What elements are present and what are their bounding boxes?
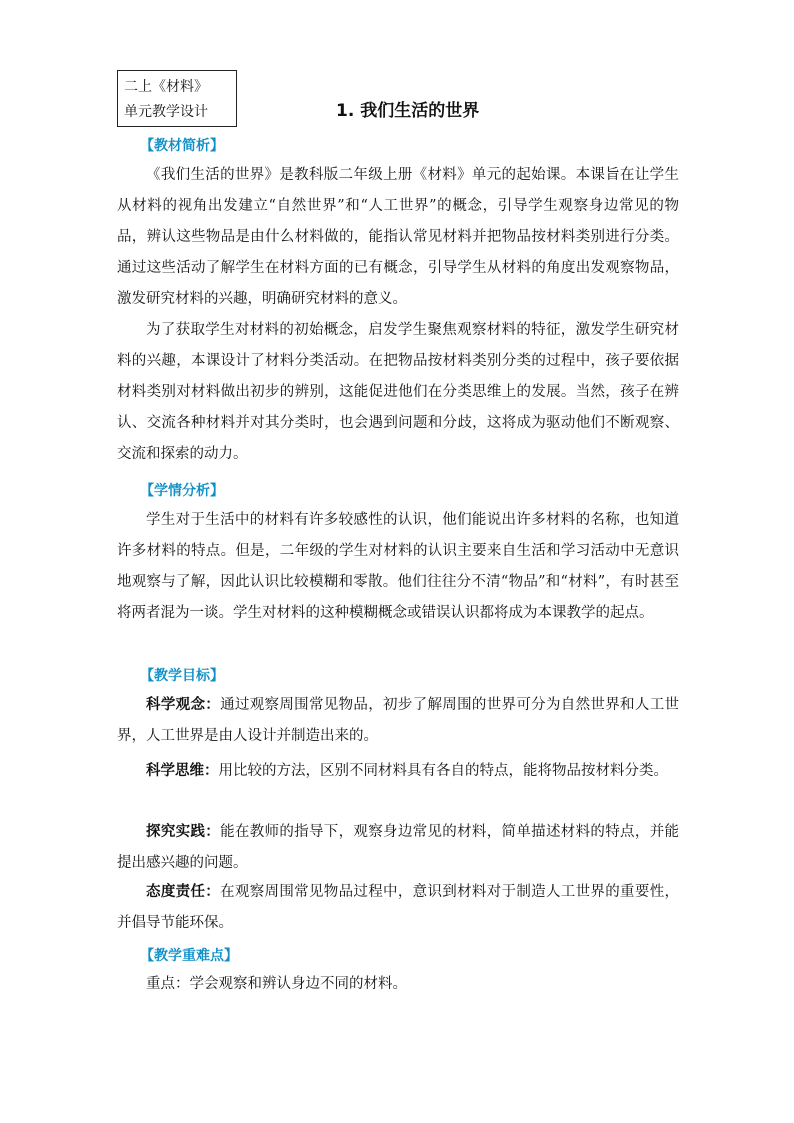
goal-text: 在观察周围常见物品过程中，意识到材料对于制造人工世界的重要性，并倡导节能环保。: [117, 884, 680, 931]
heading-material-analysis: 【教材简析】: [140, 138, 224, 154]
goal-label: 科学观念：: [146, 697, 221, 713]
goal-item-science-thinking: [117, 756, 679, 787]
unit-label-line1: 二上《材料》: [124, 79, 208, 95]
goal-text: 能在教师的指导下，观察身边常见的材料，简单描述材料的特点，并能提出感兴趣的问题。: [117, 824, 680, 871]
goal-text: 用比较的方法，区别不同材料具有各自的特点，能将物品按材料分类。: [218, 763, 668, 779]
key-points-paragraph: 重点：学会观察和辨认身边不同的材料。: [146, 976, 407, 992]
goal-label: 科学思维：: [146, 763, 219, 779]
material-analysis-paragraph-2: 为了获取学生对材料的初始概念，启发学生聚焦观察材料的特征，激发学生研究材料的兴趣，本课设计了材料分类活动。在把物品按材料类别分类的过程中，孩子要依据材料类别对材料做出初步的辨别，这能促进他们在分类思维上的发展。当然，孩子在辨认、交流各种材料并对其分类时，也会遇到问题和分歧，这将成为驱动他们不断观察、交流和探索的动力。: [117, 322, 679, 462]
student-analysis-paragraph: 学生对于生活中的材料有许多较感性的认识，他们能说出许多材料的名称，也知道许多材料的特点。但是，二年级的学生对材料的认识主要来自生活和学习活动中无意识地观察与了解，因此认识比较模糊和零散。他们往往分不清“物品”和“材料”，有时甚至将两者混为一谈。学生对材料的这种模糊概念或错误认识都将成为本课教学的起点。: [117, 512, 679, 621]
goal-item-attitude-responsibility: [117, 877, 679, 939]
lesson-title: 1. 我们生活的世界: [336, 101, 480, 121]
heading-student-analysis: 【学情分析】: [140, 483, 224, 499]
goal-text: 通过观察周围常见物品，初步了解周围的世界可分为自然世界和人工世界，人工世界是由人设计并制造出来的。: [117, 697, 680, 744]
goal-item-science-concept: [117, 690, 679, 752]
material-analysis-paragraph-1: 《我们生活的世界》是教科版二年级上册《材料》单元的起始课。本课旨在让学生从材料的视角出发建立“自然世界”和“人工世界”的概念，引导学生观察身边常见的物品，辨认这些物品是由什么材料做的，能指认常见材料并把物品按材料类别进行分类。通过这些活动了解学生在材料方面的已有概念，引导学生从材料的角度出发观察物品，激发研究材料的兴趣，明确研究材料的意义。: [117, 167, 679, 307]
goal-item-inquiry-practice: [117, 817, 679, 879]
heading-teaching-goals: 【教学目标】: [140, 668, 224, 684]
goal-label: 探究实践：: [146, 824, 221, 840]
unit-label-box: [117, 70, 237, 127]
unit-label-line2: 单元教学设计: [124, 104, 208, 120]
goal-label: 态度责任：: [146, 884, 221, 900]
heading-key-points: 【教学重难点】: [140, 948, 238, 964]
